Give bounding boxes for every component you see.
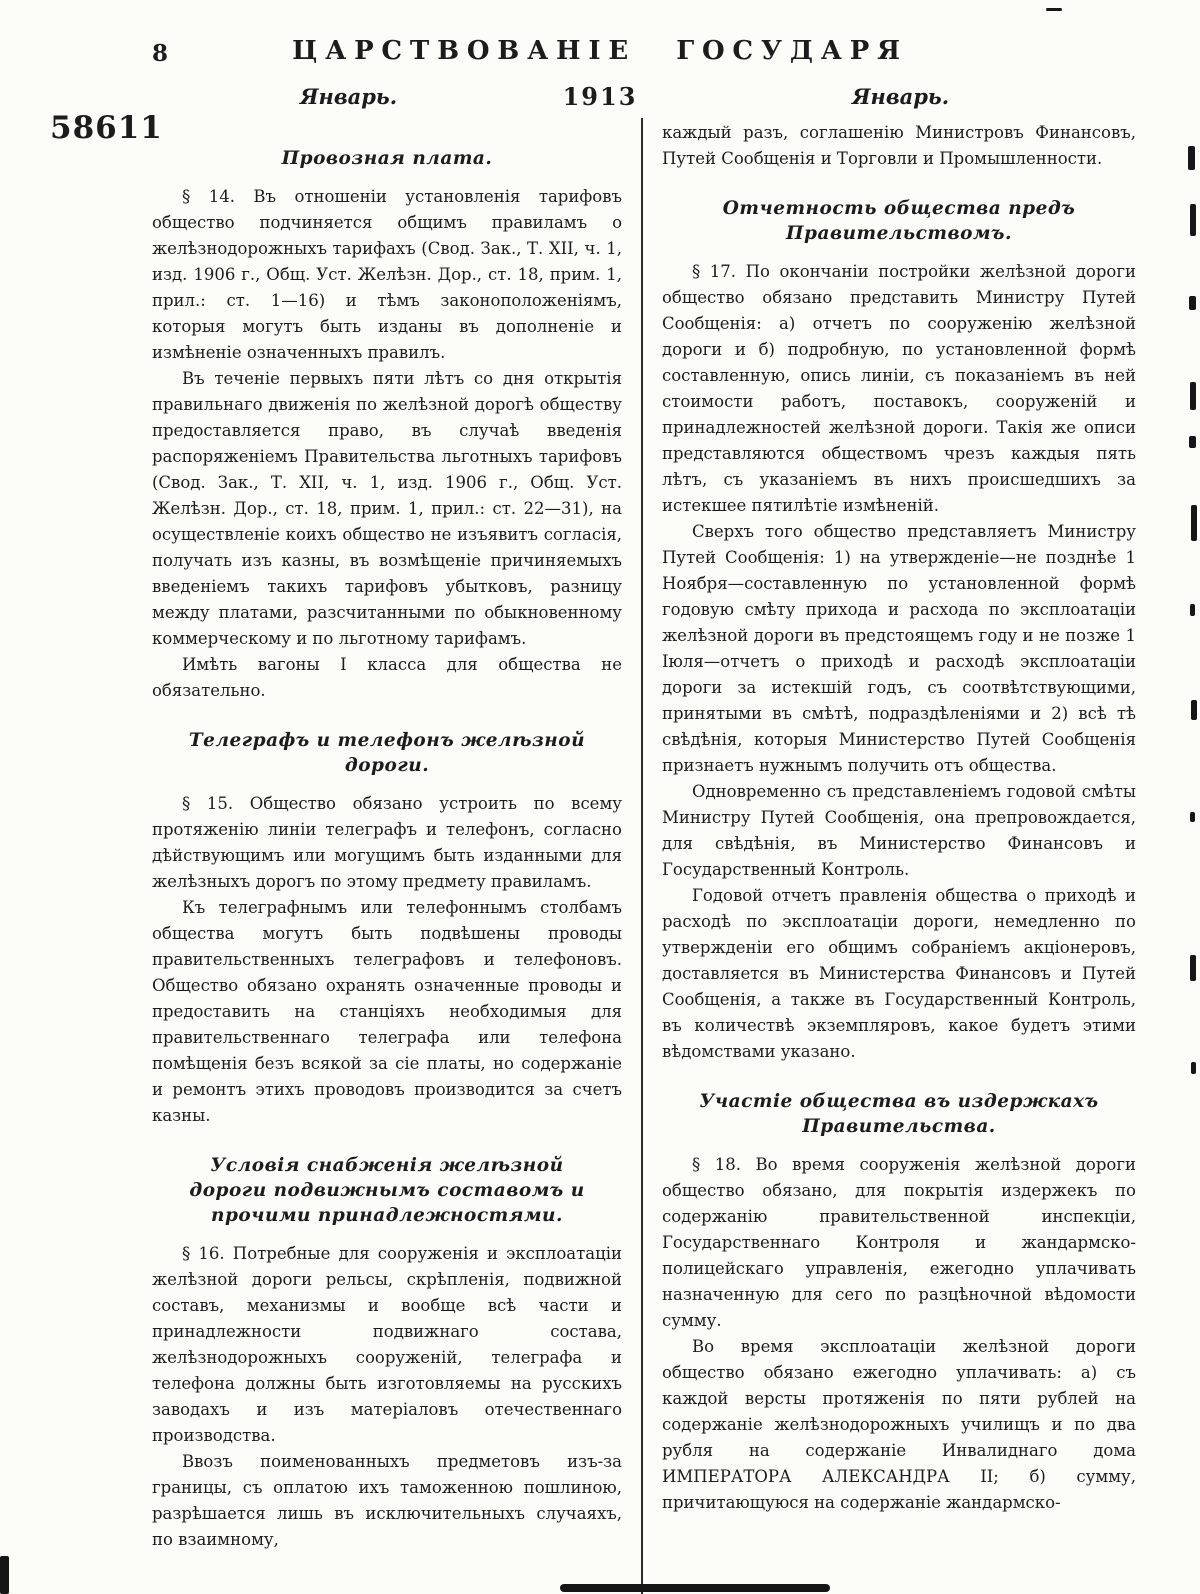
scan-artifact [1190,812,1195,822]
section-heading: Телеграфъ и телефонъ желѣзной дороги. [188,730,586,776]
scan-artifact [1189,436,1196,448]
section-heading: Условія снабженія желѣзной дороги подвижнымъ составомъ и прочими принадлежностями. [189,1155,585,1226]
scan-artifact [1190,604,1195,616]
paragraph: § 15. Общество обязано устроить по всему протяженію линіи телеграфъ и телефонъ, согласно дѣйствующимъ или могущимъ быть изданными для желѣзныхъ дорогъ по этому предмету правиламъ. [152,794,622,891]
month-label-left: Январь. [300,84,398,109]
scan-artifact [560,1584,830,1592]
section-heading: Провозная плата. [281,148,493,169]
paragraph: § 18. Во время сооруженія желѣзной дороги общество обязано, для покрытія издержекъ по содержанію правительственной инспекціи, Государственнаго Контроля и жандармско-полицейскаго управленія, ежегодно уплачивать назначенную для сего по разцѣночной вѣдомости сумму. [662,1155,1136,1330]
paragraph: Одновременно съ представленіемъ годовой смѣты Министру Путей Сообщенія, она препровождается, для свѣдѣнія, въ Министерство Финансовъ и Государственный Контроль. [662,782,1136,879]
act-number: 58611 [50,110,163,146]
scan-artifact [1190,382,1196,410]
paragraph: Во время эксплоатаціи желѣзной дороги общество обязано ежегодно уплачивать: а) съ каждой версты протяженія по пяти рублей на содержаніе желѣзнодорожныхъ училищъ и по два рубля на содержаніе Инвалиднаго дома ИМПЕРАТОРА АЛЕКСАНДРА II; б) сумму, причитающуюся на содержаніе жандармско- [662,1337,1136,1512]
column-divider [641,118,643,1594]
paragraph: § 17. По окончаніи постройки желѣзной дороги общество обязано представить Министру Путей Сообщенія: а) отчетъ по сооруженію желѣзной дороги и б) подробную, по установленной формѣ составленную, опись линіи, съ показаніемъ въ ней стоимости работъ, поставокъ, сооруженій и принадлежностей желѣзной дороги. Такія же описи представляются обществомъ чрезъ каждыя пять лѣтъ, съ указаніемъ въ нихъ происшедшихъ за истекшее пятилѣтіе измѣненій. [662,262,1136,515]
page-title: ЦАРСТВОВАНІЕ ГОСУДАРЯ [292,36,908,66]
paragraph: Сверхъ того общество представляетъ Министру Путей Сообщенія: 1) на утвержденіе—не позднѣе 1 Ноября—составленную по установленной формѣ годовую смѣту прихода и расхода по эксплоатаціи желѣзной дороги въ предстоящемъ году и не позже 1 Іюля—отчетъ о приходѣ и расходѣ эксплоатаціи дороги за истекшій годъ, съ соотвѣтствующими, принятыми въ смѣтѣ, подраздѣленіями и 2) всѣ тѣ свѣдѣнія, которыя Министерство Путей Сообщенія признаетъ нужнымъ получить отъ общества. [662,522,1136,775]
section-heading: Отчетность общества предъ Правительствомъ. [722,198,1076,244]
paragraph: § 14. Въ отношеніи установленія тарифовъ общество подчиняется общимъ правиламъ о желѣзнодорожныхъ тарифахъ (Свод. Зак., Т. XII, ч. 1, изд. 1906 г., Общ. Уст. Желѣзн. Дор., ст. 18, прим. 1, прил.: ст. 1—16) и тѣмъ законоположеніямъ, которыя могутъ быть изданы въ дополненіе и измѣненіе означенныхъ правилъ. [152,187,622,362]
scan-artifact [1191,505,1197,541]
right-column [662,120,1136,1516]
continuation-paragraph: каждый разъ, соглашенію Министровъ Финансовъ, Путей Сообщенія и Торговли и Промышленности. [662,123,1136,168]
scan-artifact [1188,146,1195,170]
page-number: 8 [152,40,169,67]
paragraph: Годовой отчетъ правленія общества о приходѣ и расходѣ по эксплоатаціи дороги, немедленно по утвержденіи его общимъ собраніемъ акціонеровъ, доставляется въ Министерства Финансовъ и Путей Сообщенія, а также въ Государственный Контроль, въ количествѣ экземпляровъ, какое будетъ этими вѣдомствами указано. [662,886,1136,1061]
scan-artifact [1191,700,1197,720]
scan-artifact [1190,204,1196,236]
paragraph: Ввозъ поименованныхъ предметовъ изъ-за границы, съ оплатою ихъ таможенною пошлиною, разрѣшается лишь въ исключительныхъ случаяхъ, по взаимному, [152,1452,622,1549]
scan-artifact [1190,955,1196,981]
scan-artifact [1046,8,1062,11]
left-column [152,138,622,1553]
paragraph: Имѣть вагоны I класса для общества не обязательно. [152,655,622,700]
month-label-right: Январь. [852,84,950,109]
paragraph: § 16. Потребные для сооруженія и эксплоатаціи желѣзной дороги рельсы, скрѣпленія, подвижной составъ, механизмы и вообще всѣ части и принадлежности подвижнаго состава, желѣзнодорожныхъ сооруженій, телеграфа и телефона должны быть изготовляемы на русскихъ заводахъ и изъ матеріаловъ отечественнаго производства. [152,1244,622,1445]
scan-artifact [0,1556,9,1594]
year-label: 1913 [562,82,638,111]
paragraph: Къ телеграфнымъ или телефоннымъ столбамъ общества могутъ быть подвѣшены проводы правительственныхъ телеграфовъ и телефоновъ. Общество обязано охранять означенные проводы и предоставить на станціяхъ необходимыя для правительственнаго телеграфа или телефона помѣщенія безъ всякой за сіе платы, но содержаніе и ремонтъ этихъ проводовъ производится за счетъ казны. [152,898,622,1125]
paragraph: Въ теченіе первыхъ пяти лѣтъ со дня открытія правильнаго движенія по желѣзной дорогѣ обществу предоставляется право, въ случаѣ введенія распоряженіемъ Правительства льготныхъ тарифовъ (Свод. Зак., Т. XII, ч. 1, изд. 1906 г., Общ. Уст. Желѣзн. Дор., ст. 18, прим. 1, прил.: ст. 22—31), на осуществленіе коихъ общество не изъявитъ согласія, получать изъ казны, въ возмѣщеніе причиняемыхъ введеніемъ такихъ тарифовъ убытковъ, разницу между платами, разсчитанными по обыкновенному коммерческому и по льготному тарифамъ. [152,369,622,648]
scan-artifact [1191,1062,1196,1074]
section-heading: Участіе общества въ издержкахъ Правительства. [699,1091,1099,1137]
scan-artifact [1189,296,1196,310]
